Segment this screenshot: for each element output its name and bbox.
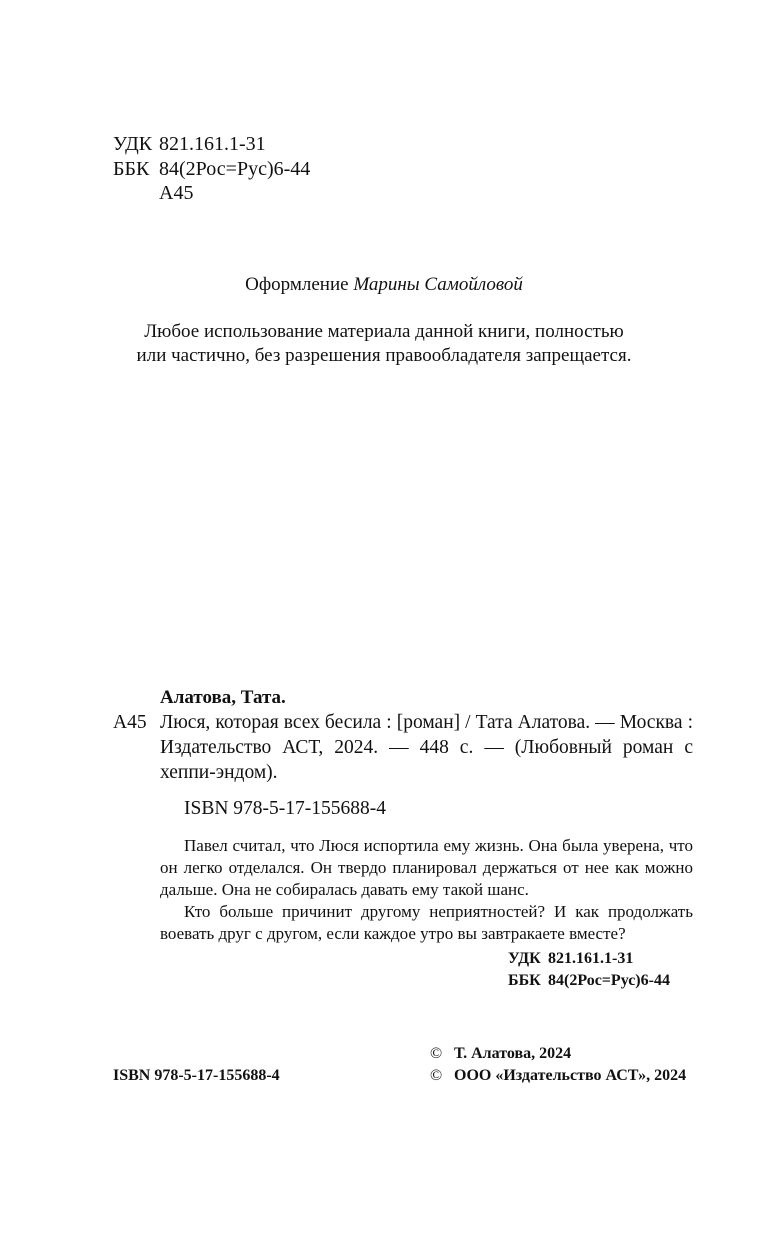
copyright-author: Т. Алатова, 2024 <box>454 1045 572 1062</box>
copyright-symbol: © <box>430 1067 443 1084</box>
bibliographic-record <box>113 686 693 945</box>
isbn-bottom: ISBN 978-5-17-155688-4 <box>113 1067 280 1084</box>
bbk-value: 84(2Рос=Рус)6-44 <box>159 157 311 180</box>
rights-notice-line2: или частично, без разрешения правообладателя запрещается. <box>136 345 632 366</box>
entry-author-code: А45 <box>113 712 147 733</box>
bibliographic-entry <box>113 710 693 785</box>
rights-notice-line1: Любое использование материала данной книги, полностью <box>144 321 624 342</box>
author-code-row <box>113 181 310 206</box>
design-prefix: Оформление <box>245 274 354 295</box>
author-heading: Алатова, Тата. <box>160 687 286 708</box>
udk-value-bottom: 821.161.1-31 <box>548 950 634 967</box>
udk-value: 821.161.1-31 <box>159 133 266 155</box>
bbk-row-bottom <box>508 970 670 992</box>
rights-notice <box>0 320 768 368</box>
copyright-symbol: © <box>430 1045 443 1062</box>
udk-label: УДК <box>113 133 153 155</box>
copyright-publisher-row <box>430 1065 686 1087</box>
designer-name: Марины Самойловой <box>353 274 523 295</box>
classification-block-top <box>113 132 310 206</box>
bbk-value-bottom: 84(2Рос=Рус)6-44 <box>548 972 670 989</box>
udk-row <box>113 132 310 157</box>
annotation-paragraph-1: Павел считал, что Люся испортила ему жизнь. Она была уверена, что он легко отделался. Он твердо планировал держаться от нее как можно дальше. Она не собиралась давать ему такой шанс. <box>160 836 693 899</box>
copyright-publisher: ООО «Издательство АСТ», 2024 <box>454 1067 687 1084</box>
entry-text: Люся, которая всех бесила : [роман] / Тата Алатова. — Москва : Издательство АСТ, 2024. — 448 с. — (Любовный роман с хеппи-эндом). <box>160 712 693 783</box>
annotation-paragraph-2: Кто больше причинит другому неприятностей? И как продолжать воевать друг с другом, если каждое утро вы завтракаете вместе? <box>160 902 693 943</box>
bbk-row <box>113 157 310 182</box>
udk-row-bottom <box>508 948 670 970</box>
copyright-author-row <box>430 1043 686 1065</box>
entry-isbn: ISBN 978-5-17-155688-4 <box>184 798 387 819</box>
design-credit <box>0 273 768 297</box>
bbk-label-bottom: ББК <box>508 972 541 989</box>
annotation <box>160 835 693 945</box>
author-code: А45 <box>159 182 194 204</box>
bbk-label: ББК <box>113 157 150 180</box>
copyright-block <box>430 1043 686 1087</box>
classification-block-bottom <box>508 948 670 992</box>
udk-label-bottom: УДК <box>508 950 541 967</box>
